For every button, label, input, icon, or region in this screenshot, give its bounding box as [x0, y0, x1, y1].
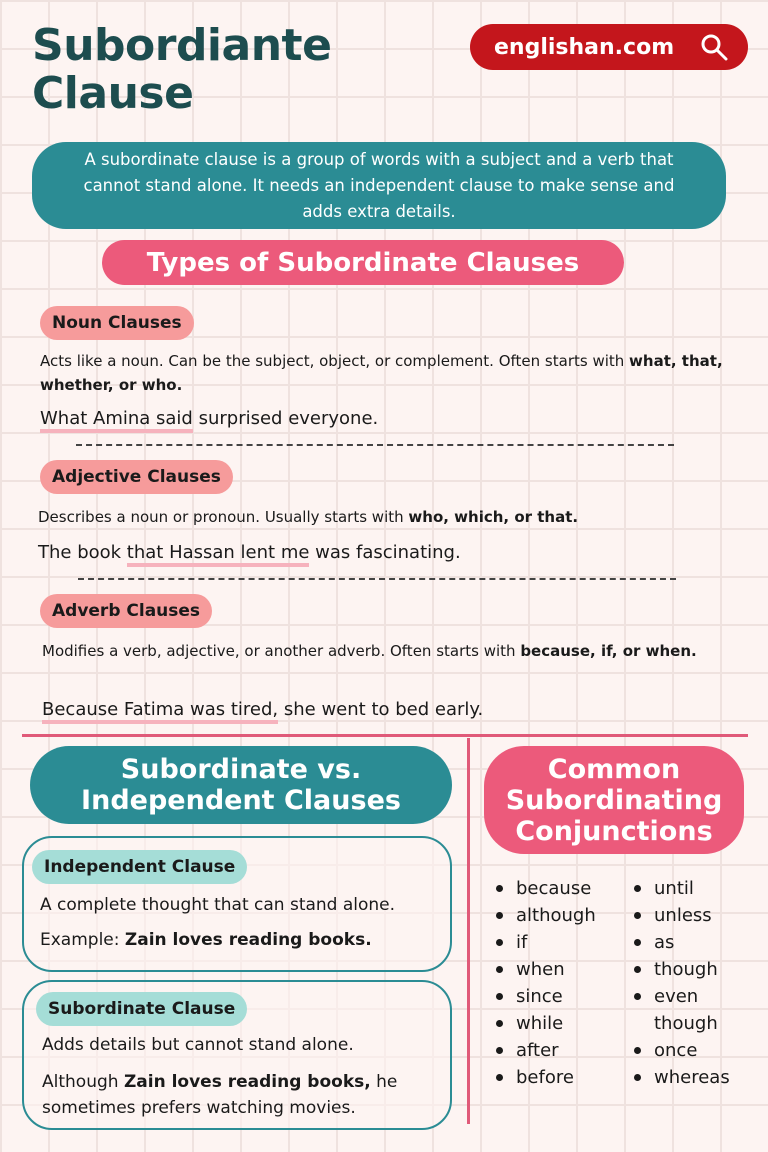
adjective-example-pre: The book	[38, 542, 127, 563]
conjunction-item: while	[496, 1010, 626, 1037]
noun-clauses-tag	[40, 306, 194, 340]
section-divider	[78, 578, 676, 580]
subordinate-example-bold: Zain loves reading books,	[123, 1072, 371, 1092]
adverb-clause-example	[42, 697, 483, 723]
types-heading-text: Types of Subordinate Clauses	[146, 247, 580, 278]
conjunction-item: after	[496, 1037, 626, 1064]
adverb-clauses-label: Adverb Clauses	[52, 601, 201, 621]
conjunctions-heading-text: Common Subordinating Conjunctions	[505, 753, 723, 847]
subordinate-clause-definition: Adds details but cannot stand alone.	[42, 1035, 354, 1055]
adjective-desc-keywords: who, which, or that.	[408, 508, 579, 526]
noun-clauses-label: Noun Clauses	[52, 313, 182, 333]
independent-clause-label: Independent Clause	[44, 857, 236, 877]
conjunction-item: once	[634, 1037, 754, 1064]
vs-heading	[30, 746, 452, 824]
conjunction-item: if	[496, 929, 626, 956]
conjunction-item: since	[496, 983, 626, 1010]
adjective-example-highlight: that Hassan lent me	[127, 542, 310, 567]
conjunction-item: as	[634, 929, 754, 956]
noun-example-rest: surprised everyone.	[192, 408, 379, 429]
noun-clauses-description	[40, 349, 730, 397]
subordinate-example-pre: Although	[42, 1072, 124, 1092]
conjunction-item: whereas	[634, 1064, 754, 1091]
example-label: Example:	[40, 930, 125, 950]
adjective-clause-example	[38, 540, 461, 566]
adjective-desc-text: Describes a noun or pronoun. Usually starts with	[38, 508, 409, 526]
adverb-example-highlight: Because Fatima was tired,	[42, 699, 278, 724]
independent-clause-tag	[32, 850, 247, 884]
site-link-button[interactable]	[470, 24, 748, 70]
vs-heading-text: Subordinate vs. Independent Clauses	[81, 754, 401, 816]
independent-clause-example	[40, 927, 444, 953]
adverb-clauses-tag	[40, 594, 212, 628]
adverb-desc-keywords: because, if, or when.	[520, 642, 697, 660]
subordinate-clause-label: Subordinate Clause	[48, 999, 236, 1019]
noun-desc-text: Acts like a noun. Can be the subject, object, or complement. Often starts with	[40, 352, 630, 370]
noun-example-highlight: What Amina said	[40, 408, 193, 433]
adjective-clauses-label: Adjective Clauses	[52, 467, 221, 487]
vertical-divider	[467, 738, 470, 1124]
independent-clause-definition: A complete thought that can stand alone.	[40, 895, 396, 915]
adverb-example-rest: she went to bed early.	[278, 699, 484, 720]
adverb-clauses-description	[42, 639, 732, 663]
adverb-desc-text: Modifies a verb, adjective, or another adverb. Often starts with	[42, 642, 521, 660]
subordinate-clause-card	[22, 980, 452, 1130]
conjunction-item: unless	[634, 902, 754, 929]
conjunction-item: because	[496, 875, 626, 902]
subordinate-example-rest: he sometimes prefers watching movies.	[42, 1072, 398, 1118]
subordinate-clause-example	[42, 1069, 422, 1121]
subordinate-clause-tag	[36, 992, 247, 1026]
page-title: Subordiante Clause	[32, 20, 332, 119]
conjunctions-heading	[484, 746, 744, 854]
independent-clause-card	[22, 836, 452, 972]
types-heading	[102, 240, 624, 285]
conjunction-item: when	[496, 956, 626, 983]
conjunction-item: until	[634, 875, 754, 902]
adjective-example-rest: was fascinating.	[309, 542, 461, 563]
conjunction-item: although	[496, 902, 626, 929]
definition-box	[32, 142, 726, 229]
horizontal-divider	[22, 734, 748, 737]
section-divider	[76, 444, 674, 446]
conjunction-item: before	[496, 1064, 626, 1091]
adjective-clauses-description	[38, 505, 738, 529]
definition-text: A subordinate clause is a group of words with a subject and a verb that cannot stand alone. It needs an independent clause to make sense and adds extra details.	[83, 149, 675, 221]
conjunction-item: even though	[634, 983, 754, 1037]
conjunctions-list-col2	[634, 875, 754, 1091]
noun-clause-example	[40, 406, 378, 432]
conjunctions-list-col1	[496, 875, 626, 1091]
adjective-clauses-tag	[40, 460, 233, 494]
site-name: englishan.com	[494, 34, 675, 60]
independent-example-text: Zain loves reading books.	[124, 930, 372, 950]
conjunction-item: though	[634, 956, 754, 983]
search-icon[interactable]	[700, 33, 728, 61]
noun-desc-keywords: what, that, whether, or who.	[40, 352, 723, 394]
